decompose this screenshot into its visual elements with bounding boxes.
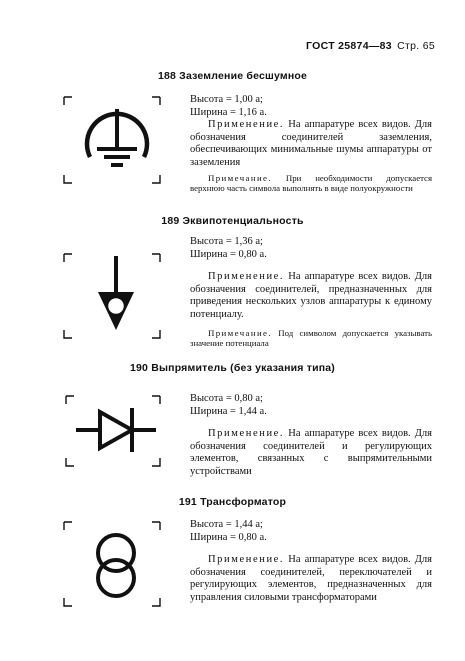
section-body bbox=[190, 393, 432, 479]
width-spec: Ширина = 1,44 a. bbox=[190, 405, 267, 417]
page-number: Стр. 65 bbox=[397, 40, 435, 52]
transformer-symbol-icon bbox=[60, 520, 170, 615]
section-title: 188 Заземление бесшумное bbox=[157, 70, 308, 82]
application-label: Применение. bbox=[208, 428, 285, 440]
note-text: Примечание. Под символом допускается указывать значение потенциала bbox=[190, 327, 432, 348]
note-text: Примечание. При необходимости допускается верхнюю часть символа выполнять в виде полуокружности bbox=[190, 172, 433, 193]
note-label: Примечание. bbox=[208, 172, 272, 183]
noiseless-ground-symbol-icon bbox=[60, 95, 170, 195]
application-label: Применение. bbox=[208, 271, 285, 283]
application-text: Применение. На аппаратуре всех видов. Для обозначения соединителей, предназначенных для приведения нескольких узлов аппаратуры к единому потенциалу. bbox=[190, 271, 432, 320]
application-text: Применение. На аппаратуре всех видов. Для обозначения соединителей и регулирующих элементов, связанных с выпрямительными устройствами bbox=[190, 428, 432, 477]
height-spec: Высота = 1,44 a; bbox=[190, 519, 263, 530]
application-label: Применение. bbox=[208, 119, 285, 131]
section-body bbox=[190, 236, 432, 348]
section-title: 191 Трансформатор bbox=[178, 496, 287, 508]
height-spec: Высота = 0,80 a; bbox=[190, 393, 263, 404]
width-spec: Ширина = 0,80 a. bbox=[190, 531, 267, 543]
equipotential-symbol-icon bbox=[60, 252, 170, 352]
height-spec: Высота = 1,36 a; bbox=[190, 236, 263, 247]
section-body bbox=[190, 519, 432, 605]
note-label: Примечание. bbox=[208, 327, 272, 338]
application-text: Применение. На аппаратуре всех видов. Для обозначения соединителей, переключателей и регулирующих элементов, предназначенных для управления силовыми трансформаторами bbox=[190, 554, 432, 603]
height-spec: Высота = 1,00 a; bbox=[190, 94, 263, 105]
width-spec: Ширина = 0,80 a. bbox=[190, 248, 267, 260]
section-body bbox=[190, 94, 432, 193]
section-title: 189 Эквипотенциальность bbox=[161, 215, 304, 227]
width-spec: Ширина = 1,16 a. bbox=[190, 106, 267, 118]
application-label: Применение. bbox=[208, 554, 285, 566]
standard-code: ГОСТ 25874—83 bbox=[306, 40, 392, 52]
section-title: 190 Выпрямитель (без указания типа) bbox=[129, 362, 336, 374]
page-header bbox=[306, 40, 435, 52]
application-text: Применение. На аппаратуре всех видов. Для обозначения соединителей заземления, обеспечивающих минимальные шумы аппаратуры от заземления bbox=[190, 119, 432, 168]
rectifier-symbol-icon bbox=[60, 392, 170, 477]
